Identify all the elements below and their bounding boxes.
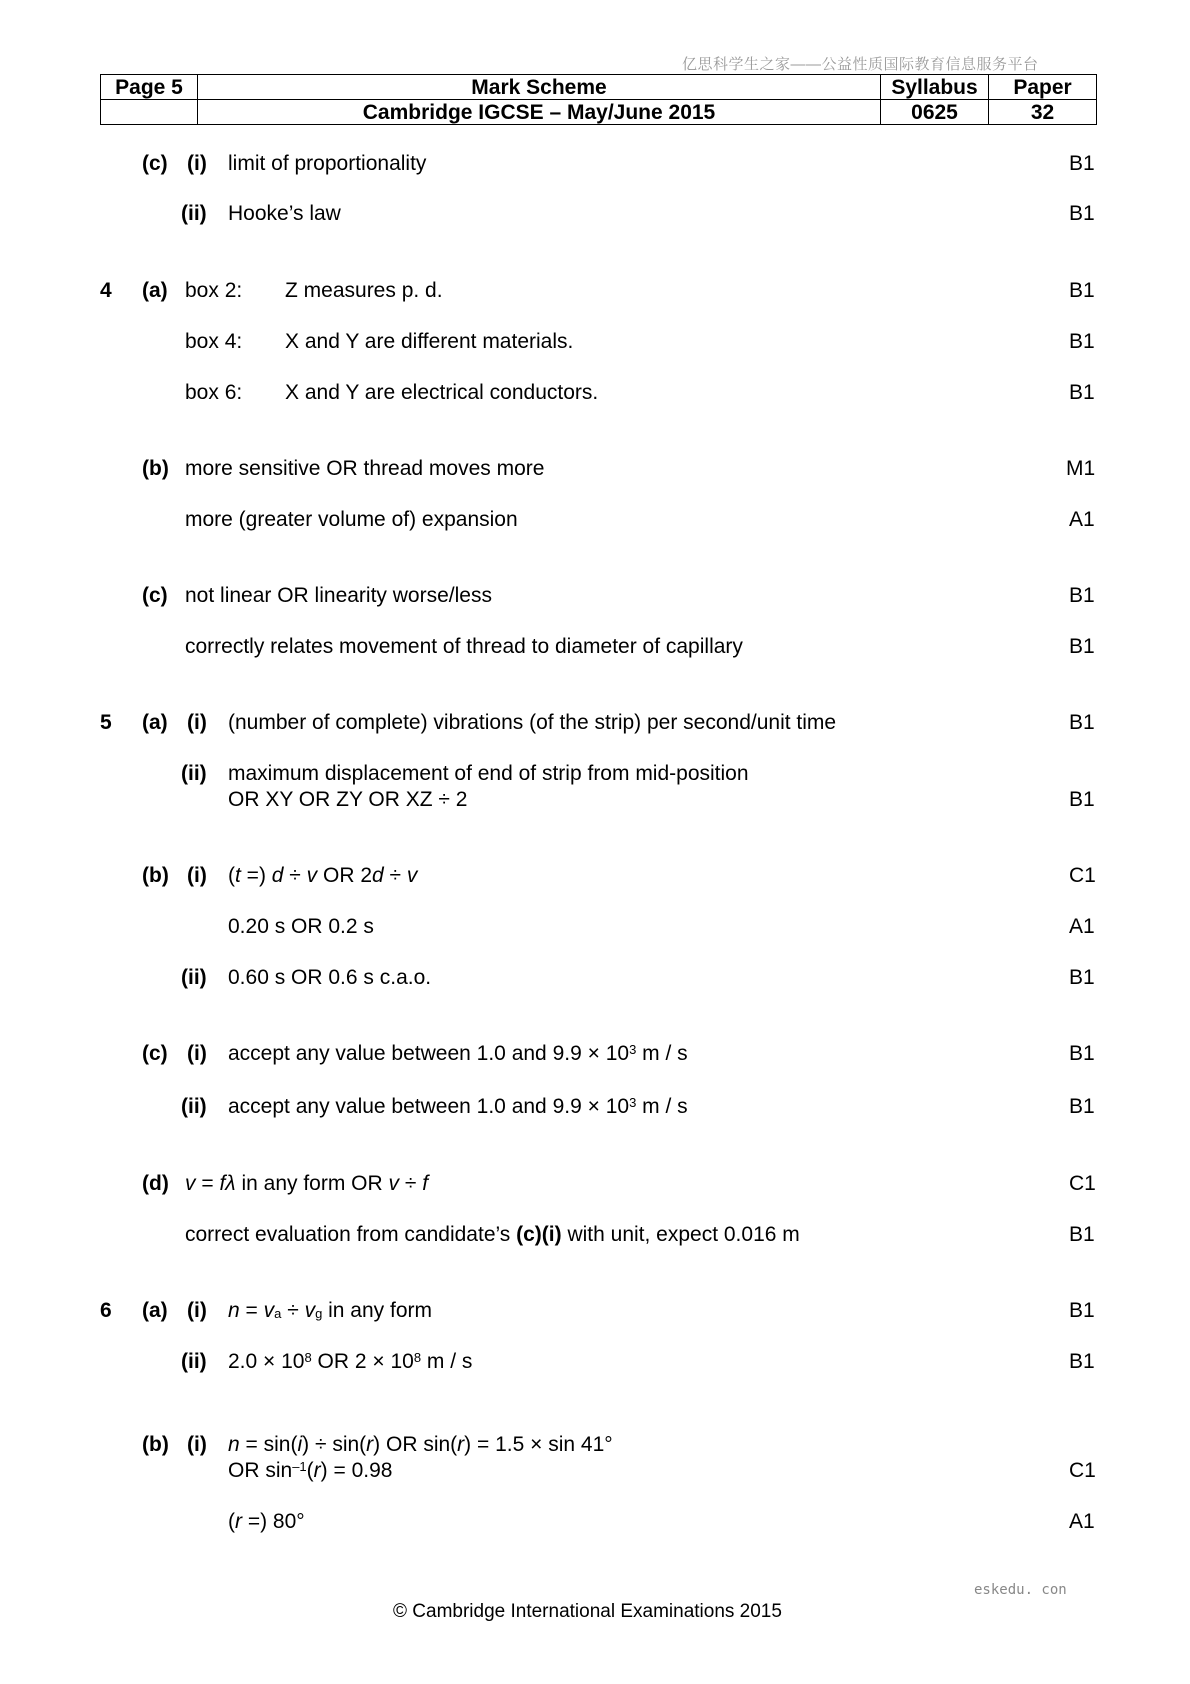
mark: A1 [1069,1510,1095,1533]
sub-label-ii: (ii) [181,966,207,989]
box-label: box 2: [185,279,243,302]
answer-text: more sensitive OR thread moves more [185,457,545,480]
document-subtitle: Cambridge IGCSE – May/June 2015 [198,100,881,125]
sub-label-i: (i) [187,1042,207,1065]
mark: B1 [1069,152,1095,175]
question-number-6: 6 [100,1299,112,1322]
mark: B1 [1069,202,1095,225]
part-label-c: (c) [142,584,168,607]
question-number-4: 4 [100,279,112,302]
mark: B1 [1069,279,1095,302]
sub-label-ii: (ii) [181,1095,207,1118]
answer-text: (number of complete) vibrations (of the strip) per second/unit time [228,711,837,734]
box-label: box 6: [185,381,243,404]
answer-text: X and Y are different materials. [285,330,574,353]
mark: B1 [1069,381,1095,404]
document-title: Mark Scheme [198,75,881,100]
mark: A1 [1069,508,1095,531]
answer-text: $n = v_a \div v_g$ in any form [228,1299,433,1322]
answer-text: accept any value between 1.0 and $9.9 \times 10^3$ m / s [228,1095,688,1118]
syllabus-value: 0625 [881,100,989,125]
answer-text: not linear OR linearity worse/less [185,584,492,607]
syllabus-label: Syllabus [881,75,989,100]
part-label-b: (b) [142,1433,169,1456]
box-label: box 4: [185,330,243,353]
mark: B1 [1069,635,1095,658]
part-label-c: (c) [142,152,168,175]
mark: B1 [1069,788,1095,811]
answer-text: $2.0 \times 10^8$ OR $2 \times 10^8$ m / s [228,1350,473,1373]
mark: B1 [1069,1299,1095,1322]
answer-text: 0.60 s OR 0.6 s c.a.o. [228,966,432,989]
part-label-c: (c) [142,1042,168,1065]
answer-text: OR $\sin^{-1}(r) = 0.98$ [228,1459,393,1482]
watermark-text: 亿思科学生之家——公益性质国际教育信息服务平台 [682,56,1039,73]
sub-label-i: (i) [187,711,207,734]
mark: B1 [1069,711,1095,734]
sub-label-ii: (ii) [181,762,207,785]
mark: M1 [1066,457,1096,480]
mark: C1 [1069,1172,1096,1195]
answer-text: maximum displacement of end of strip from mid-position [228,762,749,785]
answer-text: correct evaluation from candidate’s (c)(i) with unit, expect 0.016 m [185,1223,800,1246]
paper-value: 32 [989,100,1097,125]
answer-text: v = fλ in any form OR v ÷ f [185,1172,429,1195]
mark: A1 [1069,915,1095,938]
sub-label-ii: (ii) [181,202,207,225]
sub-label-i: (i) [187,1433,207,1456]
answer-text: limit of proportionality [228,152,427,175]
sub-label-i: (i) [187,1299,207,1322]
header-table [100,74,1097,125]
answer-text: 0.20 s OR 0.2 s [228,915,374,938]
sub-label-ii: (ii) [181,1350,207,1373]
question-number-5: 5 [100,711,112,734]
answer-text: more (greater volume of) expansion [185,508,518,531]
part-label-a: (a) [142,711,168,734]
part-label-a: (a) [142,279,168,302]
page-number: Page 5 [101,75,198,100]
answer-text: Hooke’s law [228,202,341,225]
mark: C1 [1069,864,1096,887]
mark: B1 [1069,966,1095,989]
answer-text: (t =) d ÷ v OR 2d ÷ v [228,864,418,887]
answer-text: n = sin(i) ÷ sin(r) OR sin(r) = 1.5 × sin 41° [228,1433,613,1456]
header-empty-cell [101,100,198,125]
site-watermark: eskedu. con [974,1582,1067,1598]
paper-label: Paper [989,75,1097,100]
answer-text: (r =) 80° [228,1510,305,1533]
part-label-a: (a) [142,1299,168,1322]
mark: B1 [1069,1042,1095,1065]
answer-text: correctly relates movement of thread to diameter of capillary [185,635,743,658]
part-label-b: (b) [142,457,169,480]
sub-label-i: (i) [187,152,207,175]
footer-copyright: © Cambridge International Examinations 2015 [393,1601,782,1622]
part-label-d: (d) [142,1172,169,1195]
answer-text: X and Y are electrical conductors. [285,381,599,404]
mark: B1 [1069,1095,1095,1118]
answer-text: OR XY OR ZY OR XZ ÷ 2 [228,788,468,811]
part-label-b: (b) [142,864,169,887]
answer-text: accept any value between 1.0 and $9.9 \times 10^3$ m / s [228,1042,688,1065]
sub-label-i: (i) [187,864,207,887]
mark: B1 [1069,1350,1095,1373]
answer-text: Z measures p. d. [285,279,443,302]
mark: C1 [1069,1459,1096,1482]
mark: B1 [1069,330,1095,353]
mark: B1 [1069,584,1095,607]
mark: B1 [1069,1223,1095,1246]
